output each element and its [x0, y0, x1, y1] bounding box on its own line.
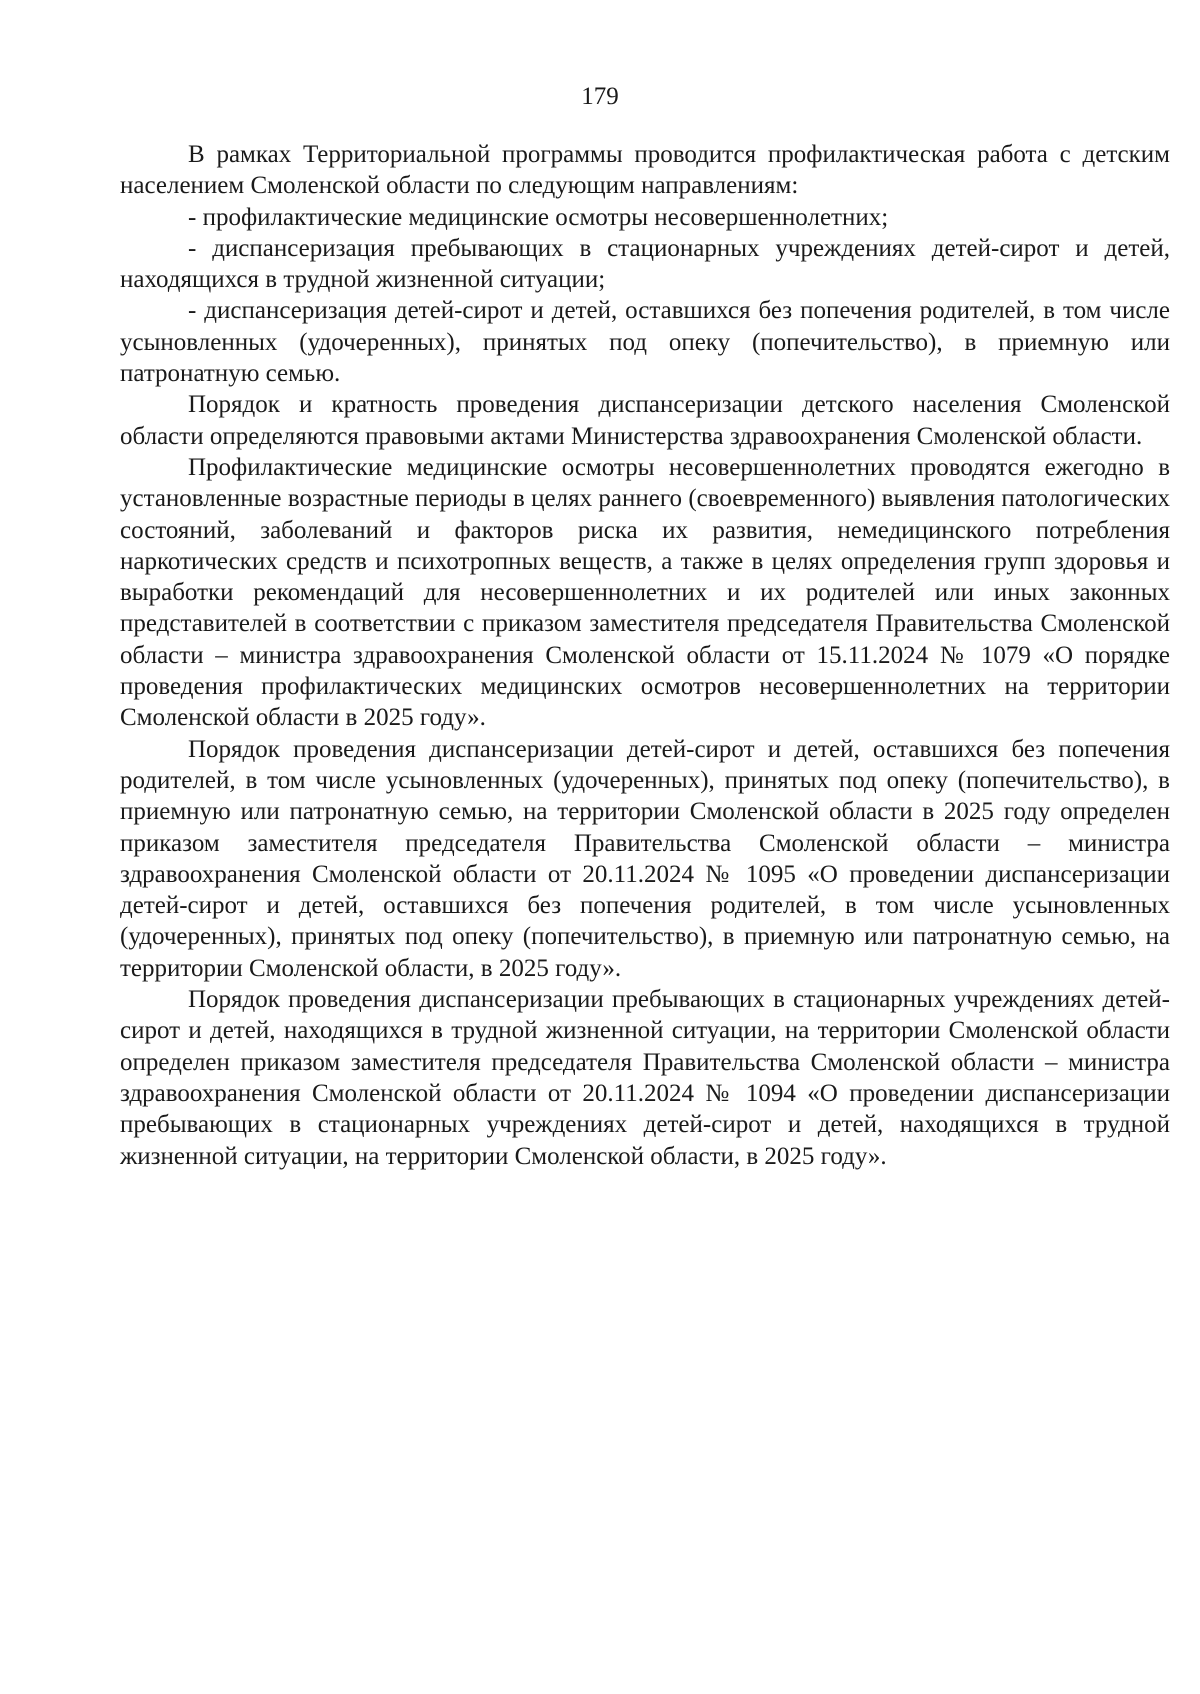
list-item-dispensary-orphans: - диспансеризация детей-сирот и детей, оставшихся без попечения родителей, в том числе усыновленных (удочеренных), принятых под опеку (попечительство), в приемную или патронатную семью. — [120, 297, 1170, 388]
list-item-dispensary-institutions: - диспансеризация пребывающих в стационарных учреждениях детей-сирот и детей, находящихся в трудной жизненной ситуации; — [120, 234, 1170, 294]
paragraph-intro: В рамках Территориальной программы проводится профилактическая работа с детским населением Смоленской области по следующим направлениям: — [120, 141, 1170, 200]
paragraph-preventive-exams: Профилактические медицинские осмотры несовершеннолетних проводятся ежегодно в установленные возрастные периоды в целях раннего (своевременного) выявления патологических состояний, заболеваний и факторов риска их развития, немедицинского потребления наркотических средств и психотропных веществ, а также в целях определения групп здоровья и выработки рекомендаций для несовершеннолетних и их родителей или иных законных представителей в соответствии с приказом заместителя председателя Правительства Смоленской области – министра здравоохранения Смоленской области от 15.11.2024 № 1079 «О порядке проведения профилактических медицинских осмотров несовершеннолетних на территории Смоленской области в 2025 году». — [120, 453, 1170, 732]
paragraph-order-1094: Порядок проведения диспансеризации пребывающих в стационарных учреждениях детей-сирот и детей, находящихся в трудной жизненной ситуации, на территории Смоленской области определен приказом заместителя председателя Правительства Смоленской области – министра здравоохранения Смоленской области от 20.11.2024 № 1094 «О проведении диспансеризации пребывающих в стационарных учреждениях детей-сирот и детей, находящихся в трудной жизненной ситуации, на территории Смоленской области, в 2025 году». — [120, 986, 1170, 1170]
paragraph-order-1095: Порядок проведения диспансеризации детей-сирот и детей, оставшихся без попечения родителей, в том числе усыновленных (удочеренных), принятых под опеку (попечительство), в приемную или патронатную семью, на территории Смоленской области в 2025 году определен приказом заместителя председателя Правительства Смоленской области – министра здравоохранения Смоленской области от 20.11.2024 № 1095 «О проведении диспансеризации детей-сирот и детей, оставшихся без попечения родителей, в том числе усыновленных (удочеренных), принятых под опеку (попечительство), в приемную или патронатную семью, на территории Смоленской области, в 2025 году». — [120, 735, 1170, 982]
page-number: 179 — [581, 83, 619, 110]
paragraph-procedure-frequency: Порядок и кратность проведения диспансеризации детского населения Смоленской области определяются правовыми актами Министерства здравоохранения Смоленской области. — [120, 391, 1170, 450]
list-item-preventive-exams: - профилактические медицинские осмотры несовершеннолетних; — [188, 203, 889, 231]
document-body — [120, 139, 1170, 1172]
